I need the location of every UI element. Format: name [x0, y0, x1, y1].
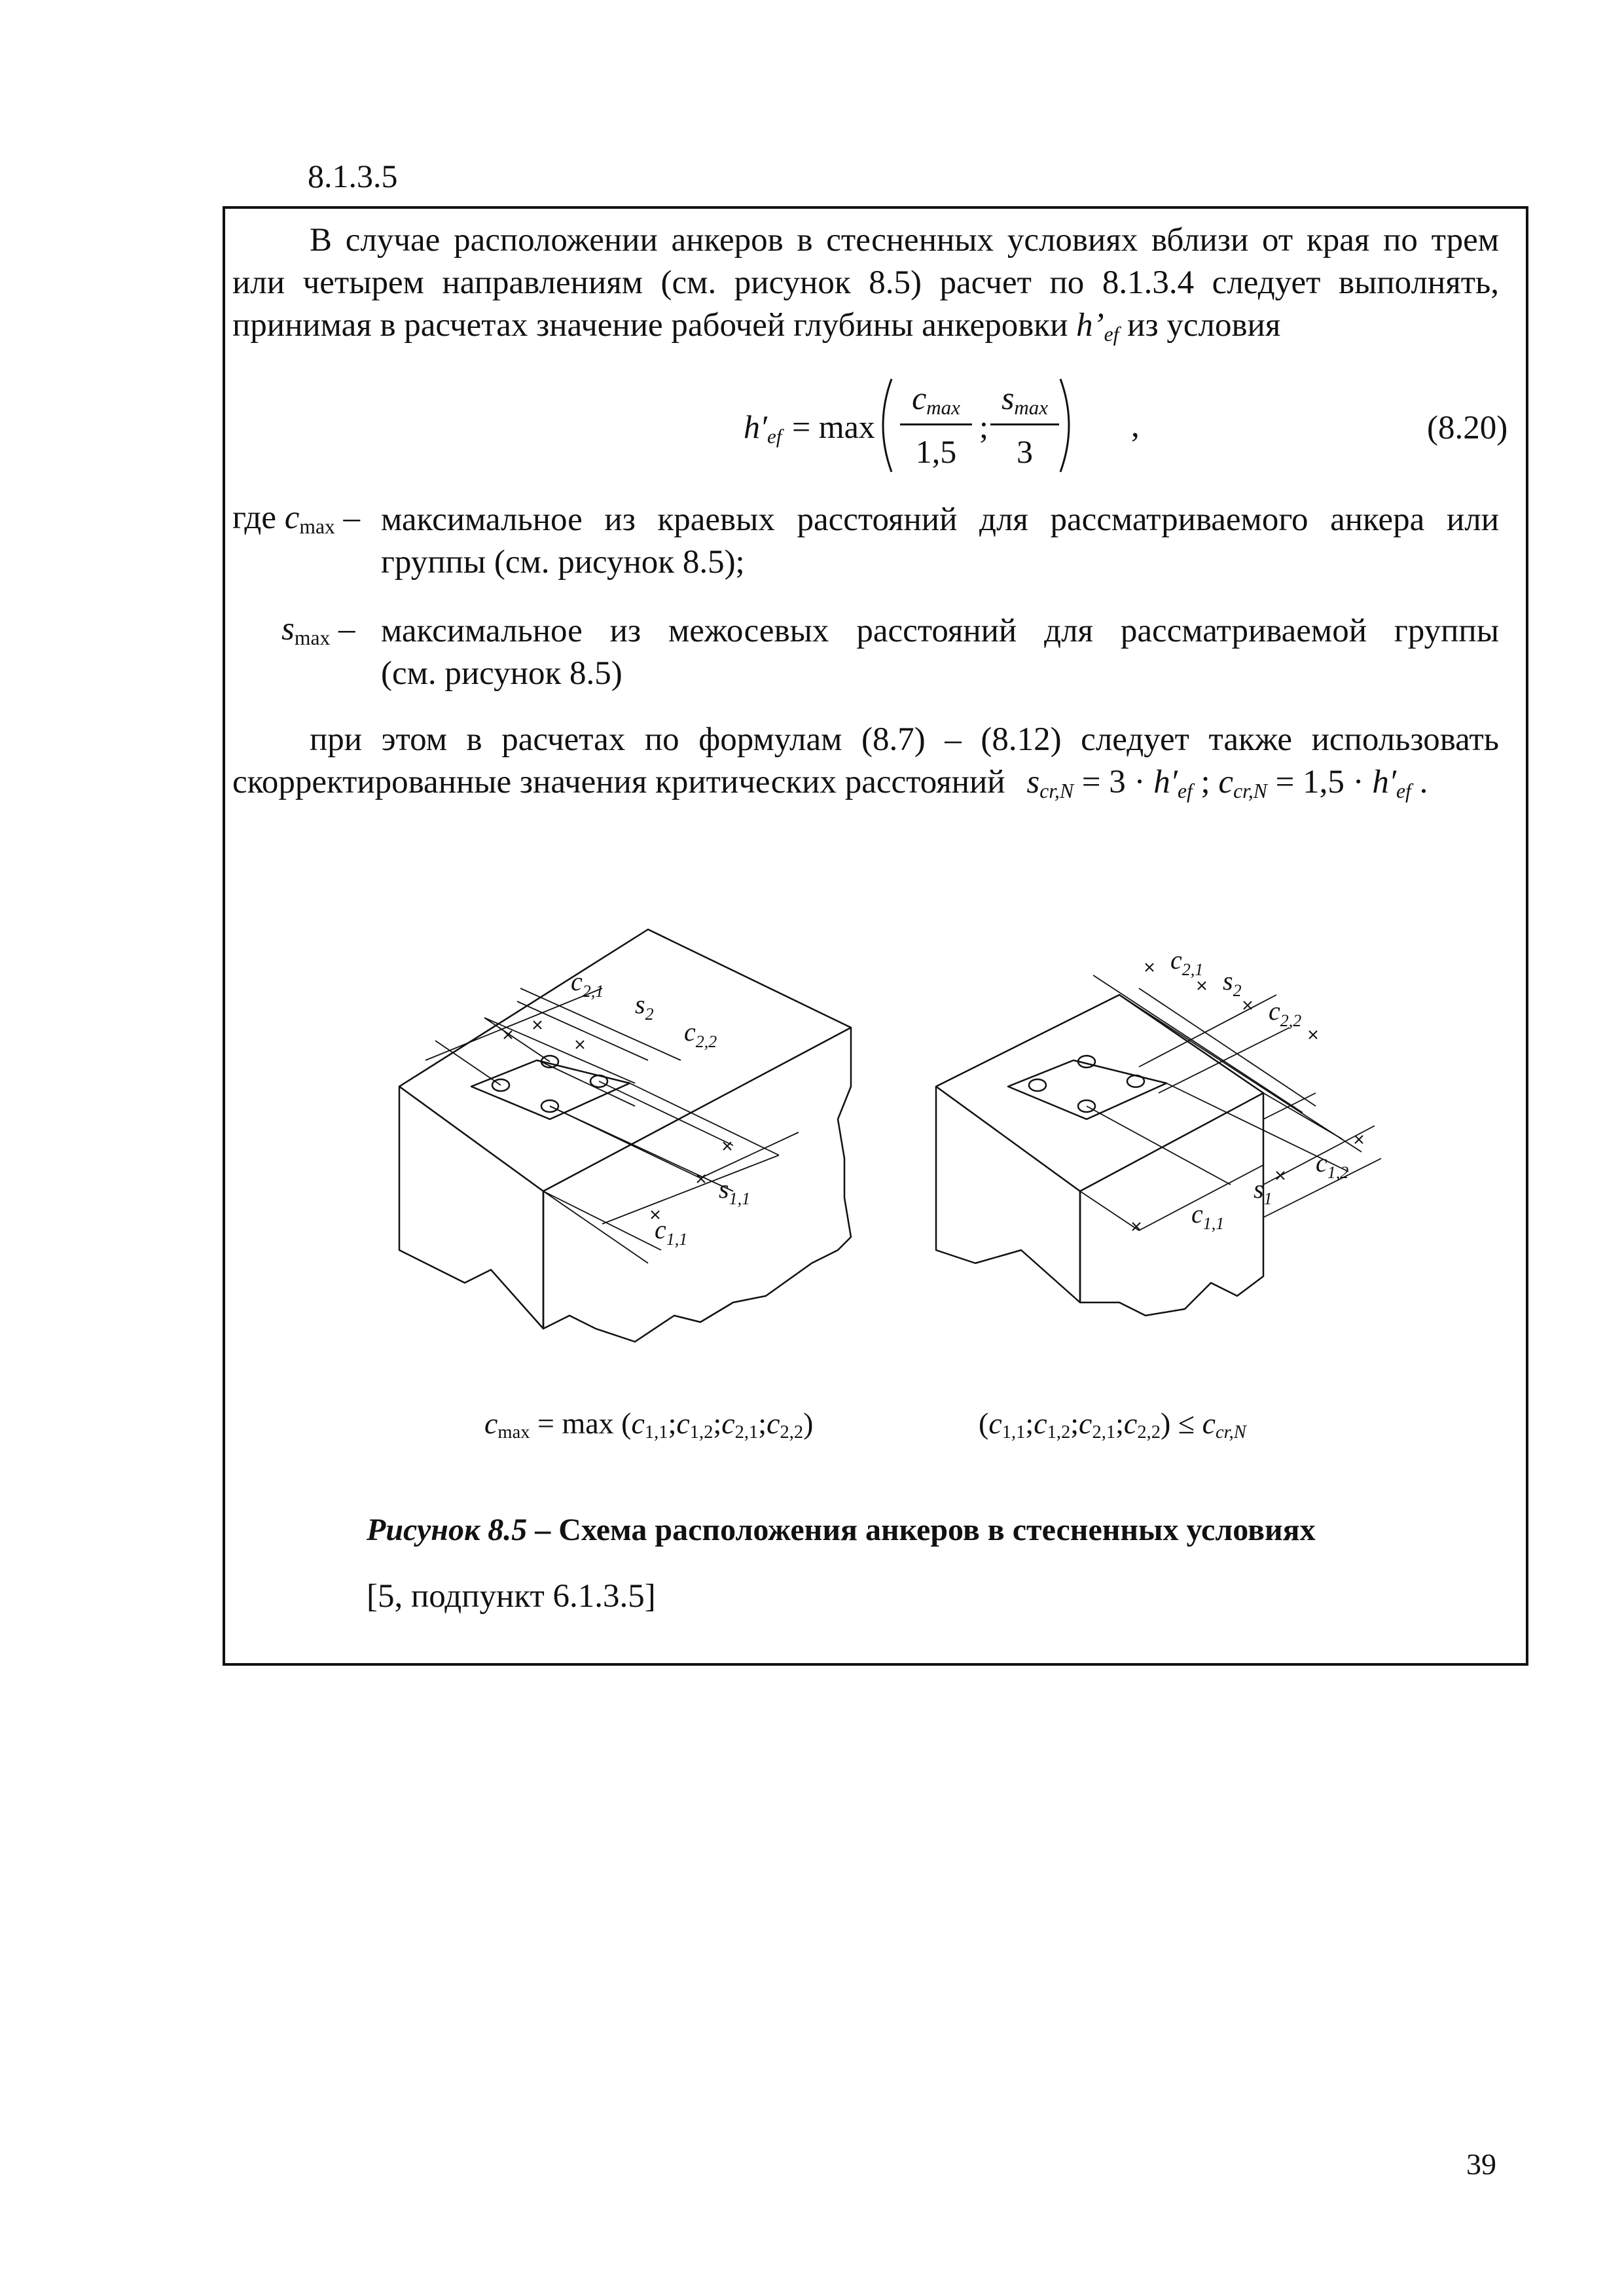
right-label-c22: $c_{2,2}$ — [1269, 996, 1302, 1030]
left-front-face — [399, 1086, 543, 1329]
def-smax-term: $s_{max}$ – — [281, 611, 355, 649]
left-top-face — [399, 929, 851, 1191]
def-cmax-term: где $c_{max}$ – — [232, 499, 361, 538]
formula-lhs: $h'_{ef}$ — [744, 408, 782, 448]
right-label-s1: $s_1$ — [1254, 1174, 1272, 1208]
left-label-c21: $c_{2,1}$ — [571, 967, 604, 1001]
formula-max: = max — [792, 408, 875, 445]
intro-line-3-suffix: из условия — [1127, 307, 1281, 344]
also-line-1: при этом в расчетах по формулам (8.7) – (8.12) следует также использовать — [310, 721, 1499, 758]
left-label-s11: $s_{1,1}$ — [719, 1174, 751, 1208]
intro-line-2: или четырем направлениям (см. рисунок 8.5) расчет по 8.1.3.4 следует выполнять, — [232, 264, 1499, 301]
page-number: 39 — [1466, 2147, 1496, 2181]
section-number: 8.1.3.5 — [308, 158, 398, 194]
formula-8-20 — [740, 370, 1074, 475]
frac1-numerator: $c_{max}$ — [912, 380, 960, 419]
figure-right-block — [923, 910, 1394, 1374]
equation-number: (8.20) — [1427, 410, 1508, 446]
left-cmax-formula: $c_{max} = \max$ $(c_{1,1};c_{1,2};c_{2,1};c_{2,2})$ — [484, 1407, 814, 1443]
frac1-bar — [900, 423, 972, 425]
left-label-c11: $c_{1,1}$ — [655, 1215, 688, 1249]
right-label-c12: $c_{1,2}$ — [1316, 1148, 1349, 1182]
intro-paragraph — [232, 219, 1499, 347]
right-paren — [1055, 376, 1081, 475]
figure-caption-text: Схема расположения анкеров в стесненных условиях — [558, 1513, 1316, 1547]
figure-caption: Рисунок 8.5 – Схема расположения анкеров в стесненных условиях — [367, 1513, 1316, 1547]
frac2-bar — [990, 423, 1059, 425]
also-paragraph — [232, 719, 1499, 804]
right-label-c21: $c_{2,1}$ — [1170, 945, 1204, 979]
frac2-denominator: 3 — [1017, 433, 1033, 470]
frac2-numerator: $s_{max}$ — [1001, 380, 1049, 419]
left-paren — [871, 376, 897, 475]
def-cmax-text: максимальное из краевых расстояний для рассматриваемого анкера или группы (см. рисунок 8.5); — [381, 501, 1499, 581]
figure-left-block — [386, 910, 857, 1374]
left-label-c22: $c_{2,2}$ — [684, 1017, 717, 1051]
def-smax-text: максимальное из межосевых расстояний для рассматриваемой группы (см. рисунок 8.5) — [381, 613, 1499, 692]
right-top-face — [936, 995, 1263, 1191]
intro-line-1: В случае расположении анкеров в стесненных условиях вблизи от края по трем — [310, 222, 1499, 259]
right-label-s2: $s_2$ — [1223, 966, 1242, 1000]
formula-trailing-comma: , — [1131, 408, 1140, 444]
right-right-face — [1080, 1093, 1263, 1316]
right-label-c11: $c_{1,1}$ — [1191, 1199, 1225, 1233]
figure-caption-label: Рисунок 8.5 — [367, 1513, 528, 1547]
right-front-face — [936, 1086, 1080, 1302]
right-condition-formula: $(c_{1,1};c_{1,2};c_{2,1};c_{2,2}) \le c_{cr,N}$ — [979, 1407, 1246, 1443]
also-line-2: скорректированные значения критических расстояний $s_{cr,N} = 3 \cdot h'_{ef}$ ; $c_{cr,N} = 1,5 \cdot h'_{ef}$ . — [232, 764, 1428, 802]
h-ef-symbol: $h’_{ef}$ — [1076, 307, 1119, 346]
source-reference: [5, подпункт 6.1.3.5] — [367, 1578, 656, 1615]
left-label-s2: $s_2$ — [635, 990, 654, 1024]
intro-line-3 — [232, 304, 1499, 347]
formula-separator: ; — [979, 408, 988, 445]
intro-line-3-prefix: принимая в расчетах значение рабочей глубины анкеровки — [232, 307, 1068, 344]
left-right-face — [543, 1028, 851, 1342]
frac1-denominator: 1,5 — [915, 433, 957, 470]
